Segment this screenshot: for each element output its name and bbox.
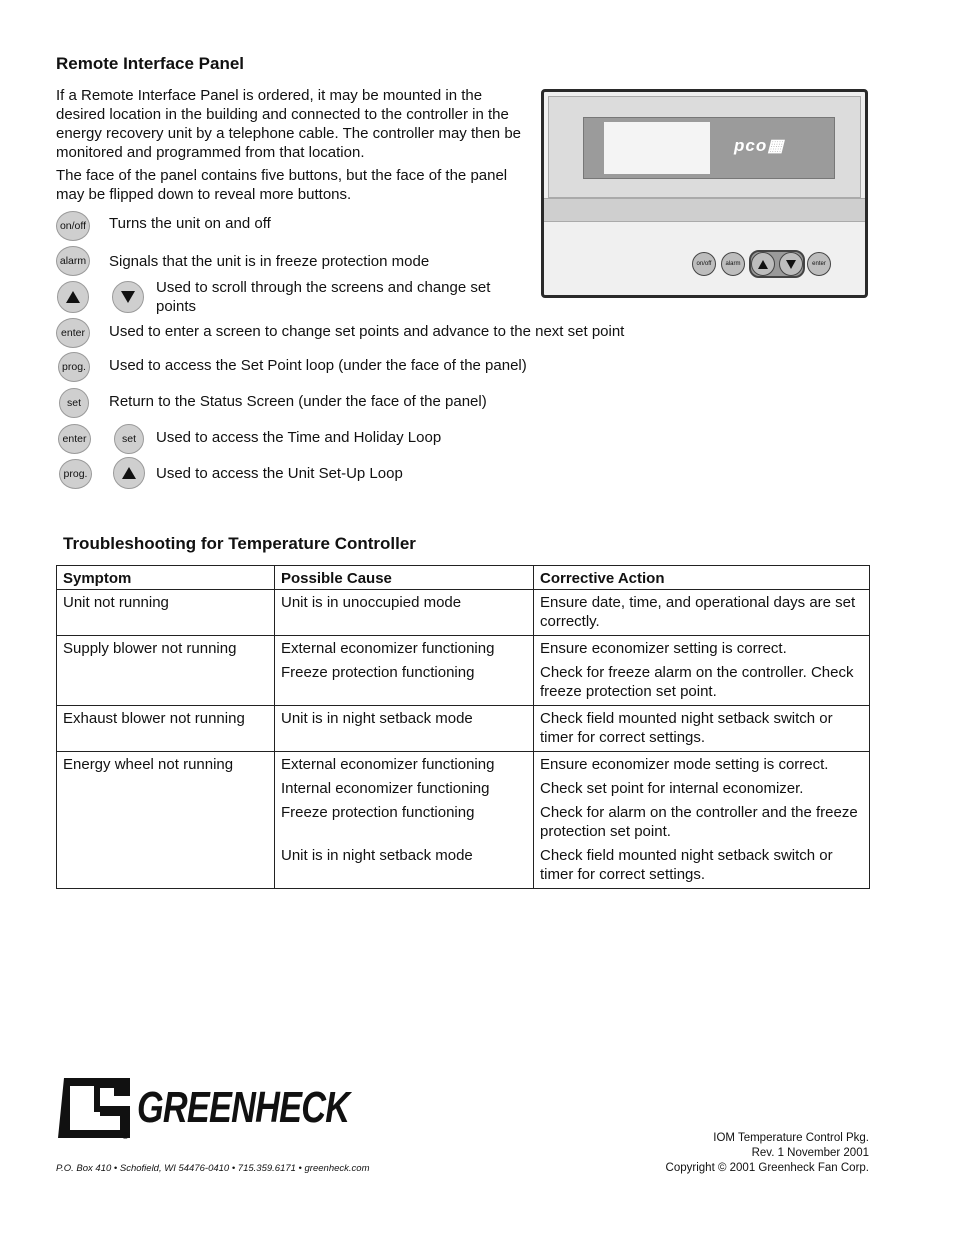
alarm-description: Signals that the unit is in freeze protection mode bbox=[109, 253, 430, 270]
header-action: Corrective Action bbox=[534, 566, 870, 590]
footer-revision: Rev. 1 November 2001 bbox=[751, 1147, 869, 1159]
remote-panel-paragraph-1: If a Remote Interface Panel is ordered, it may be mounted in the desired location in the building and connected to the controller in the energy recovery unit by a telephone cable. The controller may then be monitored and programmed from that location. bbox=[56, 87, 521, 161]
table-row bbox=[57, 752, 870, 889]
set-button-icon: set bbox=[59, 388, 89, 418]
panel-lcd bbox=[604, 122, 710, 174]
table-header-row bbox=[57, 566, 870, 590]
enter-button-icon: enter bbox=[56, 318, 90, 348]
unit-setup-description: Used to access the Unit Set-Up Loop bbox=[156, 465, 403, 482]
action-cell: Ensure economizer setting is correct. Check for freeze alarm on the controller. Check freeze protection set point. bbox=[534, 636, 870, 706]
cause-cell: Unit is in night setback mode bbox=[275, 706, 534, 752]
section-title-troubleshooting: Troubleshooting for Temperature Controller bbox=[63, 534, 416, 553]
greenheck-wordmark: GREENHECK bbox=[137, 1083, 350, 1132]
arrows-description: Used to scroll through the screens and change set points bbox=[156, 279, 491, 315]
panel-screen bbox=[583, 117, 835, 179]
panel-down-arrow-icon bbox=[779, 252, 803, 276]
header-cause: Possible Cause bbox=[275, 566, 534, 590]
prog-description: Used to access the Set Point loop (under the face of the panel) bbox=[109, 357, 527, 374]
prog-button-icon: prog. bbox=[58, 352, 90, 382]
action-cell: Check field mounted night setback switch or timer for correct settings. bbox=[534, 706, 870, 752]
symptom-cell: Energy wheel not running bbox=[57, 752, 275, 889]
prog-button-icon-combo: prog. bbox=[59, 459, 92, 489]
panel-display-housing bbox=[548, 96, 861, 198]
header-symptom: Symptom bbox=[57, 566, 275, 590]
onoff-description: Turns the unit on and off bbox=[109, 215, 271, 232]
footer-copyright: Copyright © 2001 Greenheck Fan Corp. bbox=[665, 1162, 869, 1174]
remote-panel-illustration bbox=[541, 89, 868, 298]
symptom-cell: Exhaust blower not running bbox=[57, 706, 275, 752]
panel-onoff-button: on/off bbox=[692, 252, 716, 276]
cause-cell: External economizer functioning Internal economizer functioning Freeze protection functioning Unit is in night setback mode bbox=[275, 752, 534, 889]
symptom-cell: Unit not running bbox=[57, 590, 275, 636]
time-holiday-description: Used to access the Time and Holiday Loop bbox=[156, 429, 442, 446]
remote-panel-paragraph-2: The face of the panel contains five buttons, but the face of the panel may be flipped down to reveal more buttons. bbox=[56, 167, 508, 203]
section-title-remote-panel: Remote Interface Panel bbox=[56, 54, 245, 73]
arrow-up-icon-combo bbox=[113, 457, 145, 489]
panel-enter-button: enter bbox=[807, 252, 831, 276]
cause-cell: Unit is in unoccupied mode bbox=[275, 590, 534, 636]
table-row bbox=[57, 590, 870, 636]
troubleshooting-table bbox=[56, 565, 870, 889]
footer-address: P.O. Box 410 • Schofield, WI 54476-0410 • 715.359.6171 • greenheck.com bbox=[56, 1163, 370, 1174]
set-description: Return to the Status Screen (under the face of the panel) bbox=[109, 393, 487, 410]
greenheck-logo-mark bbox=[56, 1076, 132, 1140]
table-row bbox=[57, 706, 870, 752]
arrow-down-icon bbox=[112, 281, 144, 313]
arrow-up-icon bbox=[57, 281, 89, 313]
table-row bbox=[57, 636, 870, 706]
registered-mark: ® bbox=[122, 1131, 129, 1141]
enter-button-icon-combo: enter bbox=[58, 424, 91, 454]
cause-cell: External economizer functioning Freeze protection functioning bbox=[275, 636, 534, 706]
panel-up-arrow-icon bbox=[751, 252, 775, 276]
panel-alarm-button: alarm bbox=[721, 252, 745, 276]
onoff-button-icon: on/off bbox=[56, 211, 90, 241]
footer-doc-title: IOM Temperature Control Pkg. bbox=[713, 1132, 869, 1144]
pco-logo: pco▦ bbox=[734, 136, 785, 155]
action-cell: Ensure economizer mode setting is correct. Check set point for internal economizer. Check for alarm on the controller and the freeze protection set point. Check field mounted night setback switch or timer for correct settings. bbox=[534, 752, 870, 889]
alarm-button-icon: alarm bbox=[56, 246, 90, 276]
set-button-icon-combo: set bbox=[114, 424, 144, 454]
symptom-cell: Supply blower not running bbox=[57, 636, 275, 706]
action-cell: Ensure date, time, and operational days are set correctly. bbox=[534, 590, 870, 636]
footer-doc-info bbox=[666, 1131, 869, 1176]
panel-hinge-strip bbox=[544, 198, 865, 222]
enter-description: Used to enter a screen to change set points and advance to the next set point bbox=[109, 323, 625, 340]
